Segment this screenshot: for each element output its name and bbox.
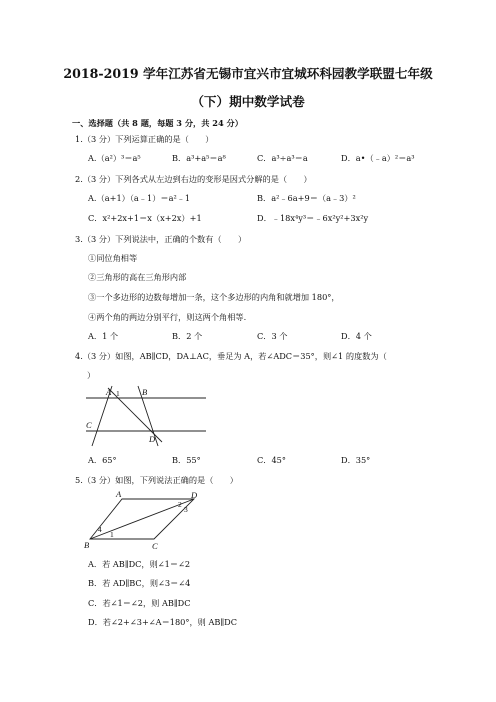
section-heading: 一、选择题（共 8 题，每题 3 分，共 24 分）	[72, 118, 243, 128]
q5-label-d: D	[191, 490, 198, 500]
q3-option-c: C．3 个	[257, 331, 288, 341]
q5-figure	[82, 489, 212, 551]
q3-statement-2: ②三角形的高在三角形内部	[88, 272, 187, 282]
q5-label-a: A	[116, 489, 122, 499]
q3-option-d: D．4 个	[341, 331, 372, 341]
q2-option-d: D．﹣18x⁴y³＝﹣6x²y²+3x²y	[257, 213, 369, 223]
q2-option-b: B．a²﹣6a+9＝（a﹣3）²	[257, 193, 356, 203]
q3-option-b: B．2 个	[172, 331, 203, 341]
q2-option-a: A.（a+1）（a﹣1）＝a²﹣1	[88, 193, 191, 203]
q1-option-b: B．a³+a⁵＝a⁸	[172, 153, 226, 163]
q4-stem: 4.（3 分）如图，AB∥CD，DA⊥AC，垂足为 A，若∠ADC＝35°，则∠1 的度数为（	[75, 351, 387, 361]
q5-option-c: C．若∠1＝∠2，则 AB∥DC	[88, 598, 191, 608]
q4-option-d: D．35°	[341, 455, 371, 465]
paper-title-line-2: （下）期中数学试卷	[191, 94, 305, 109]
q5-option-d: D．若∠2+∠3+∠A＝180°，则 AB∥DC	[88, 617, 237, 627]
q3-stem: 3.（3 分）下列说法中，正确的个数有（ ）	[75, 234, 247, 244]
q1-stem: 1.（3 分）下列运算正确的是（ ）	[75, 134, 214, 144]
q5-label-angle-3: 3	[184, 505, 188, 514]
q3-statement-4: ④两个角的两边分别平行，则这两个角相等.	[88, 312, 247, 322]
q5-option-b: B．若 AD∥BC，则∠3＝∠4	[88, 578, 191, 588]
q5-label-angle-1: 1	[110, 530, 114, 539]
paper-title-line-1: 2018-2019 学年江苏省无锡市宜兴市宜城环科园教学联盟七年级	[63, 66, 433, 81]
q2-stem: 2.（3 分）下列各式从左边到右边的变形是因式分解的是（ ）	[75, 174, 312, 184]
q1-option-c: C．a³÷a³＝a	[257, 153, 308, 163]
q4-label-d: D	[149, 434, 156, 444]
q1-option-a: A.（a²）³＝a⁵	[88, 153, 141, 163]
q5-label-angle-4: 4	[98, 525, 102, 534]
q4-figure	[82, 384, 212, 450]
q4-option-b: B．55°	[172, 455, 201, 465]
q4-label-b: B	[142, 387, 148, 397]
q5-label-b: B	[84, 540, 90, 550]
q1-option-d: D．a•（﹣a）²＝a³	[341, 153, 415, 163]
q5-label-angle-2: 2	[178, 500, 182, 509]
q3-statement-1: ①同位角相等	[88, 253, 138, 263]
q4-option-a: A．65°	[88, 455, 117, 465]
q3-statement-3: ③一个多边形的边数每增加一条，这个多边形的内角和就增加 180°，	[88, 292, 340, 302]
q5-label-c: C	[152, 541, 158, 551]
q4-label-c: C	[86, 420, 92, 430]
q5-option-a: A．若 AB∥DC，则∠1＝∠2	[88, 559, 191, 569]
q4-option-c: C．45°	[257, 455, 286, 465]
q4-stem-tail: ）	[87, 370, 96, 380]
q2-option-c: C．x²+2x+1＝x（x+2x）+1	[88, 213, 202, 223]
q4-label-angle-1: 1	[116, 389, 120, 398]
q3-option-a: A．1 个	[88, 331, 119, 341]
q4-label-a: A	[106, 387, 112, 397]
q5-stem: 5.（3 分）如图，下列说法正确的是（ ）	[75, 475, 238, 485]
